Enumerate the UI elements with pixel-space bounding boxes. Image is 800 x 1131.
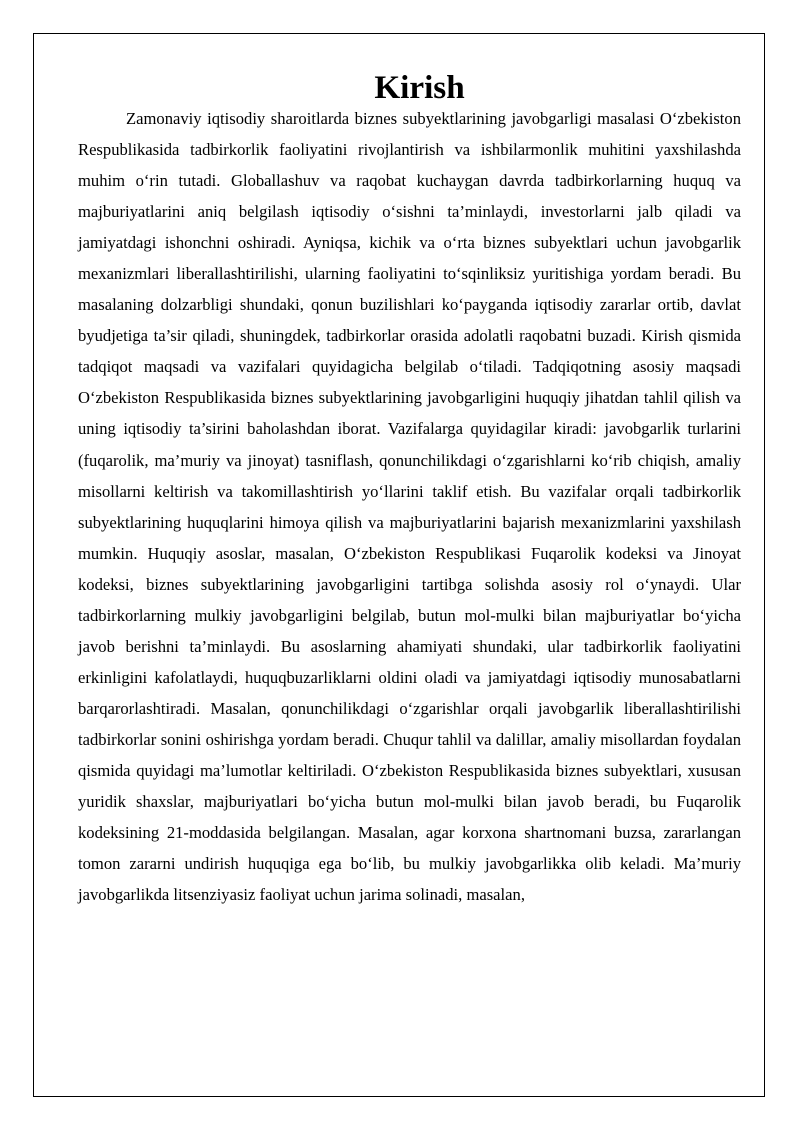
- document-body: [78, 69, 741, 910]
- document-title: Kirish: [374, 69, 465, 106]
- body-paragraph: Zamonaviy iqtisodiy sharoitlarda biznes subyektlarining javobgarligi masalasi O‘zbekiston Respublikasida tadbirkorlik faoliyatini rivojlantirish va ishbilarmonlik muhitini yaxshilashda muhim o‘rin tutadi. Globallashuv va raqobat kuchaygan davrda tadbirkorlarning huquq va majburiyatlarini aniq belgilash iqtisodiy o‘sishni ta’minlaydi, investorlarni jalb qiladi va jamiyatdagi ishonchni oshiradi. Ayniqsa, kichik va o‘rta biznes subyektlari uchun javobgarlik mexanizmlari liberallashtirilishi, ularning faoliyatini to‘sqinliksiz yuritishiga yordam beradi. Bu masalaning dolzarbligi shundaki, qonun buzilishlari ko‘payganda iqtisodiy zararlar ortib, davlat byudjetiga ta’sir qiladi, shuningdek, tadbirkorlar orasida adolatli raqobatni buzadi. Kirish qismida tadqiqot maqsadi va vazifalari quyidagicha belgilab o‘tiladi. Tadqiqotning asosiy maqsadi O‘zbekiston Respublikasida biznes subyektlarining javobgarligini huquqiy jihatdan tahlil qilish va uning iqtisodiy ta’sirini baholashdan iborat. Vazifalarga quyidagilar kiradi: javobgarlik turlarini (fuqarolik, ma’muriy va jinoyat) tasniflash, qonunchilikdagi o‘zgarishlarni ko‘rib chiqish, amaliy misollarni keltirish va takomillashtirish yo‘llarini taklif etish. Bu vazifalar orqali tadbirkorlik subyektlarining huquqlarini himoya qilish va majburiyatlarini bajarish mexanizmlarini yaxshilash mumkin. Huquqiy asoslar, masalan, O‘zbekiston Respublikasi Fuqarolik kodeksi va Jinoyat kodeksi, biznes subyektlarining javobgarligini tartibga solishda asosiy rol o‘ynaydi. Ular tadbirkorlarning mulkiy javobgarligini belgilab, butun mol-mulki bilan majburiyatlar bo‘yicha javob berishni ta’minlaydi. Bu asoslarning ahamiyati shundaki, ular tadbirkorlik faoliyatini erkinligini kafolatlaydi, huquqbuzarliklarni oldini oladi va jamiyatdagi iqtisodiy munosabatlarni barqarorlashtiradi. Masalan, qonunchilikdagi o‘zgarishlar orqali javobgarlik liberallashtirilishi tadbirkorlar sonini oshirishga yordam beradi. Chuqur tahlil va dalillar, amaliy misollardan foydalan qismida quyidagi ma’lumotlar keltiriladi. O‘zbekiston Respublikasida biznes subyektlari, xususan yuridik shaxslar, majburiyatlari bo‘yicha butun mol-mulki bilan javob beradi, bu Fuqarolik kodeksining 21-moddasida belgilangan. Masalan, agar korxona shartnomani buzsa, zararlangan tomon zararni undirish huquqiga ega bo‘lib, bu mulkiy javobgarlikka olib keladi. Ma’muriy javobgarlikda litsenziyasiz faoliyat uchun jarima solinadi, masalan,: [78, 109, 741, 905]
